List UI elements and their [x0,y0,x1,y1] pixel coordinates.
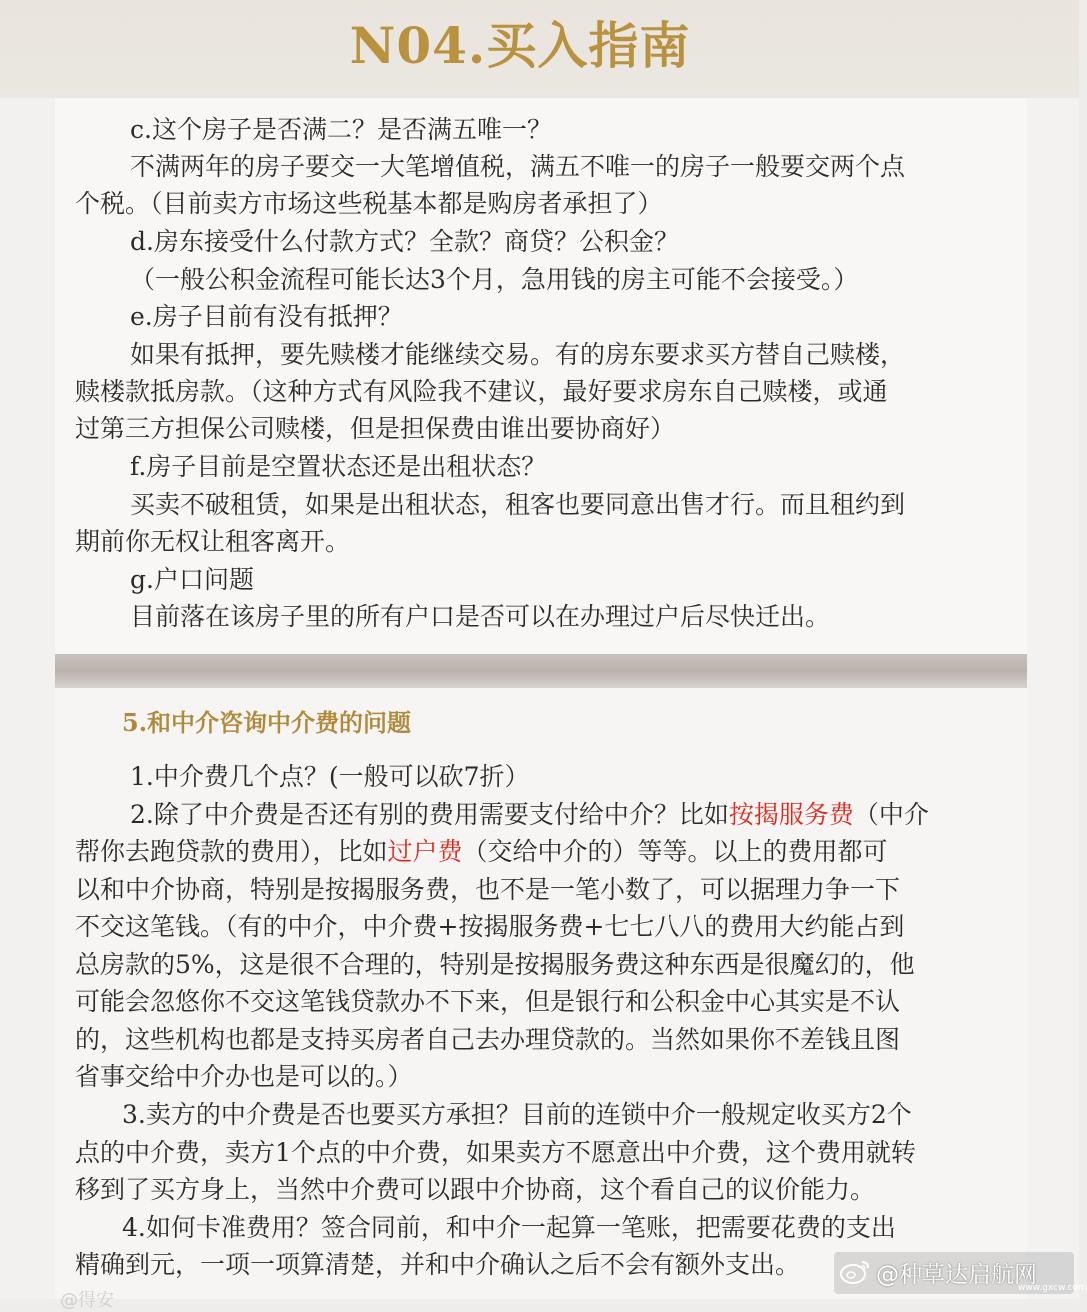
question-d: d.房东接受什么付款方式？全款？商贷？公积金？ [130,227,679,256]
answer-d: （一般公积金流程可能长达3个月，急用钱的房主可能不会接受。） [130,265,859,294]
header-band [0,0,1079,98]
answer-f-line2: 期前你无权让租客离开。 [75,527,351,556]
answer-c-line1: 不满两年的房子要交一大笔增值税，满五不唯一的房子一般要交两个点 [130,152,906,181]
fee-item-1: 1.中介费几个点？(一般可以砍7折） [130,762,530,791]
highlight-transfer-fee: 过户费 [387,837,463,866]
left-margin [0,98,55,1299]
highlight-mortgage-service-fee: 按揭服务费 [728,800,854,829]
watermark-bottom: @得安 [60,1290,114,1311]
answer-g: 目前落在该房子里的所有户口是否可以在办理过户后尽快迁出。 [130,602,831,631]
answer-c-line2: 个税。（目前卖方市场这些税基本都是购房者承担了） [75,189,663,218]
fee-item-3-line1: 3.卖方的中介费是否也要买方承担？目前的连锁中介一般规定收买方2个 [122,1100,912,1129]
fee-item-2-text-b: （中介 [853,800,929,829]
answer-e-line3: 过第三方担保公司赎楼，但是担保费由谁出要协商好） [75,414,676,443]
answer-f-line1: 买卖不破租赁，如果是出租状态，租客也要同意出售才行。而且租约到 [130,490,906,519]
fee-item-2-line7: 的，这些机构也都是支持买房者自己去办理贷款的。当然如果你不差钱且图 [75,1025,901,1054]
answer-e-line2: 赎楼款抵房款。（这种方式有风险我不建议，最好要求房东自己赎楼，或通 [75,377,888,406]
question-g: g.户口问题 [130,565,254,594]
section-divider [55,654,1027,688]
fee-item-3-line2: 点的中介费，卖方1个点的中介费，如果卖方不愿意出中介费，这个费用就转 [75,1138,916,1167]
right-margin [1027,98,1079,1299]
question-c: c.这个房子是否满二？是否满五唯一？ [130,115,552,144]
fee-item-2-line6: 可能会忽悠你不交这笔钱贷款办不下来，但是银行和公积金中心其实是不认 [75,987,901,1016]
fee-item-4-line2: 精确到元，一项一项算清楚，并和中介确认之后不会有额外支出。 [75,1250,801,1279]
fee-item-2-text-a: 2.除了中介费是否还有别的费用需要支付给中介？比如 [130,800,729,829]
fee-item-2-line3: 以和中介协商，特别是按揭服务费，也不是一笔小数了，可以据理力争一下 [75,875,901,904]
fee-item-3-line3: 移到了买方身上，当然中介费可以跟中介协商，这个看自己的议价能力。 [75,1175,876,1204]
question-f: f.房子目前是空置状态还是出租状态？ [130,452,547,481]
question-e: e.房子目前有没有抵押？ [130,302,403,331]
fee-item-2-text-c: 帮你去跑贷款的费用），比如 [75,837,388,866]
page-title: N04.买入指南 [349,16,691,75]
fee-item-2-line2 [75,833,888,870]
fee-item-4-line1: 4.如何卡准费用？签合同前，和中介一起算一笔账，把需要花费的支出 [122,1213,896,1242]
weibo-icon [838,1256,872,1286]
fee-item-2-line8: 省事交给中介办也是可以的。） [75,1062,413,1091]
fee-item-2-line1 [130,796,929,833]
watermark-text: @种草达启航网 [876,1262,1037,1288]
fee-item-2-text-d: （交给中介的）等等。以上的费用都可 [462,837,888,866]
answer-e-line1: 如果有抵押，要先赎楼才能继续交易。有的房东要求买方替自己赎楼， [130,340,906,369]
watermark-site: www.gxcw.com [1018,1283,1087,1293]
fee-item-2-line4: 不交这笔钱。（有的中介，中介费+按揭服务费+七七八八的费用大约能占到 [75,912,905,941]
section-title-agency-fee: 5.和中介咨询中介费的问题 [122,708,412,737]
fee-item-2-line5: 总房款的5%，这是很不合理的，特别是按揭服务费这种东西是很魔幻的，他 [75,950,915,979]
